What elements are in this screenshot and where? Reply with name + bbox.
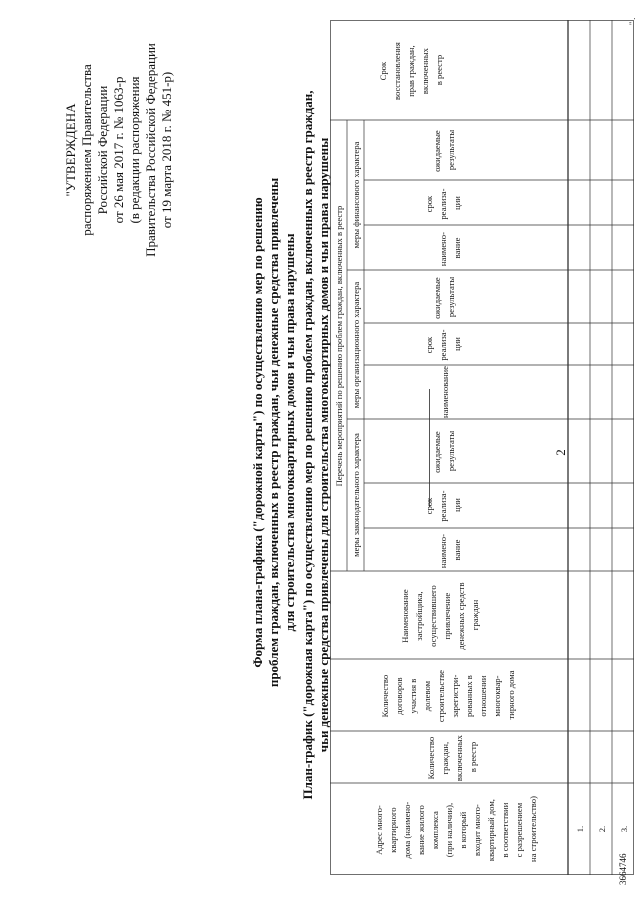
form-title-line: проблем граждан, включенных в реестр граждан, чьи денежные средства привлечены [266, 177, 281, 688]
col-restore-header: Срок восстановления прав граждан, включенных в реестр [378, 42, 444, 101]
form-title-line: Форма плана-графика ("дорожной карты") по осуществлению мер по решению [250, 197, 265, 668]
form-title [250, 80, 298, 785]
approval-line: от 26 мая 2017 г. № 1063-р [111, 76, 126, 224]
approval-line: от 19 марта 2018 г. № 451-р) [159, 71, 174, 229]
row-number: 3. [619, 825, 629, 833]
sub-name-legislative: наимено- вание [438, 534, 462, 569]
plan-title [300, 25, 332, 865]
sub-result-organizational: ожидаемые результаты [432, 276, 456, 319]
approval-line: Российской Федерации [95, 85, 110, 215]
approval-stamp [63, 35, 175, 265]
approval-line: "УТВЕРЖДЕНА [63, 103, 78, 197]
sub-result-financial: ожидаемые результаты [432, 129, 456, 172]
sub-name-financial: наимено- вание [438, 232, 462, 267]
page-number: 2 [553, 449, 568, 456]
approval-line: Правительства Российской Федерации [143, 43, 158, 257]
measures-header: Перечень мероприятий по решению проблем граждан, включенных в реестр [334, 205, 344, 487]
col-address-header: Адрес много- квартирного дома (наимено- вание жилого комплекса (при наличии), в который входит много- квартирный дом, в соответствии с разрешением на строительство) [374, 796, 538, 862]
sub-term-legislative: срок реализа- ции [424, 490, 462, 522]
roadmap-table [330, 20, 634, 875]
group-organizational: меры организационного характера [351, 281, 361, 409]
group-financial: меры финансового характера [351, 141, 361, 249]
sub-result-legislative: ожидаемые результаты [432, 430, 456, 473]
plan-title-line: чьи денежные средства привлечены для строительства многоквартирных домов и чьи права нарушены [316, 137, 331, 753]
corner-mark: " . [628, 17, 637, 25]
approval-line: (в редакции распоряжения [127, 76, 142, 224]
col-developer-header: Наименование застройщика, осуществившего привлечение денежных средств граждан [400, 582, 480, 650]
plan-title-line: План-график ("дорожная карта") по осуществлению мер по решению проблем граждан, включенных в реестр граждан, [300, 90, 315, 800]
sub-term-organizational: срок реализа- ции [424, 329, 462, 361]
form-title-line: для строительства многоквартирных домов и чьи права нарушены [282, 233, 297, 632]
table-frame [331, 21, 634, 875]
approval-line: распоряжением Правительства [79, 64, 94, 236]
col-contracts-header: Количество договоров участия в долевом строительстве зарегистри- рованных в отношении многоквар- тирного дома [380, 670, 516, 723]
sub-term-financial: срок реализа- ции [424, 188, 462, 220]
document-id: 3664746 [618, 853, 628, 885]
row-number: 1. [575, 825, 585, 833]
row-number: 2. [597, 825, 607, 833]
sub-name-organizational: наименование [440, 366, 450, 418]
group-legislative: меры законодательного характера [351, 433, 361, 557]
col-citizens-header: Количество граждан, включенных в реестр [426, 735, 478, 782]
